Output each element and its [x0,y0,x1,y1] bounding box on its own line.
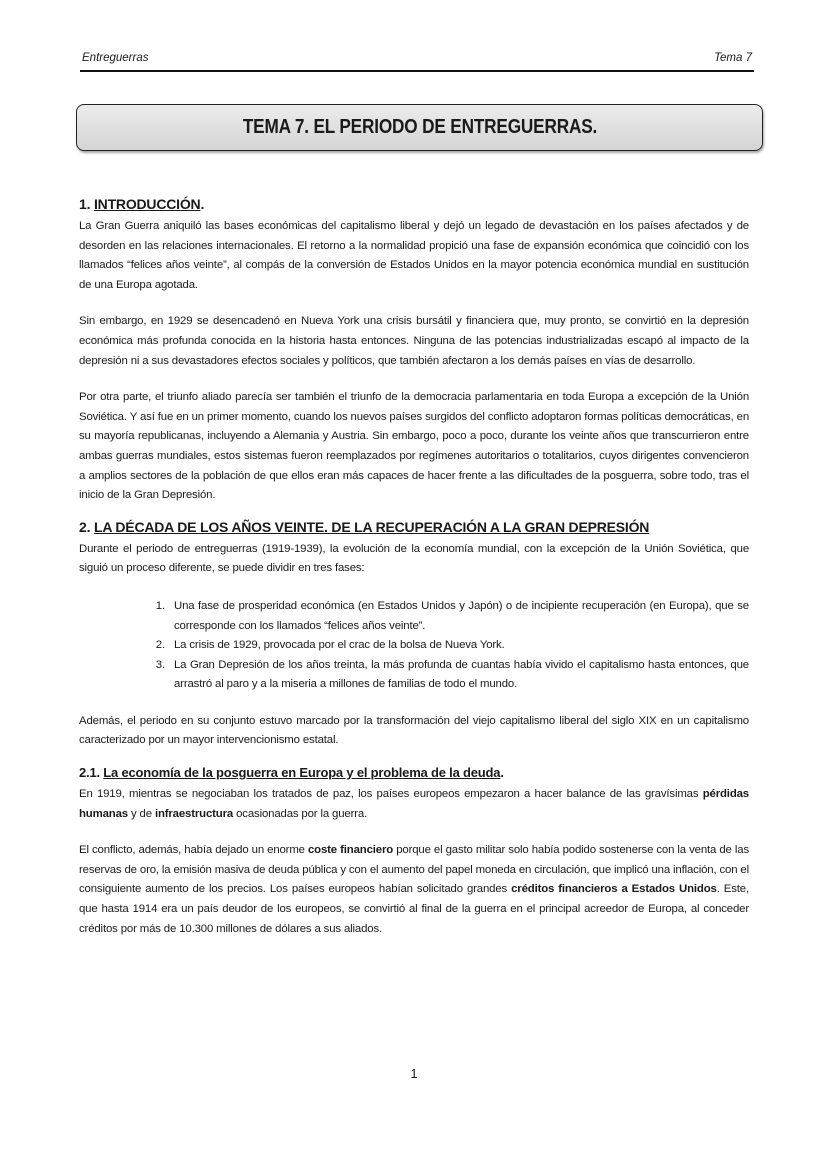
section-number: 1. [79,196,94,212]
document-body [79,193,749,956]
list-item: 1. Una fase de prosperidad económica (en Estados Unidos y Japón) o de incipiente recuperación (en Europa), que se corresponde con los llamados “felices años veinte”. [168,597,749,636]
section-2-heading [79,516,749,538]
phases-list [79,597,749,695]
paragraph [79,785,749,824]
text: porque el gasto militar solo había podido sostenerse con la venta de las reservas de oro, la emisión masiva de deuda pública y con el aumento del papel moneda en circulación, que implicó una inflación, con el consiguiente aumento de los precios. Los países europeos habían solicitado grandes [79,844,749,896]
title-box [76,104,763,151]
page-number: 1 [410,1066,418,1081]
text: El conflicto, además, había dejado un enorme [79,844,308,857]
section-dot: . [500,765,504,781]
header-left: Entreguerras [82,52,149,64]
bold-text: créditos financieros a Estados Unidos [511,883,717,896]
section-1-heading [79,193,749,215]
section-title: INTRODUCCIÓN [93,196,201,212]
text: y de [127,807,155,820]
bold-text: pérdidas humanas [79,788,749,820]
paragraph: Durante el periodo de entreguerras (1919-1939), la evolución de la economía mundial, con la excepción de la Unión Soviética, que siguió un proceso diferente, se puede dividir en tres fases: [79,542,749,575]
header-right: Tema 7 [714,52,752,64]
paragraph: Sin embargo, en 1929 se desencadenó en Nueva York una crisis bursátil y financiera que, muy pronto, se convirtió en la depresión económica más profunda conocida en la historia hasta entonces. Ninguna de las potencias industrializadas escapó al impacto de la depresión ni a sus devastadores efectos sociales y políticos, que también afectaron a los demás países en vías de desarrollo. [79,315,749,367]
paragraph: Además, el periodo en su conjunto estuvo marcado por la transformación del viejo capitalismo liberal del siglo XIX en un capitalismo caracterizado por un mayor intervencionismo estatal. [79,714,749,747]
text: ocasionadas por la guerra. [233,807,368,820]
section-2-1-heading [79,763,749,783]
section-title: LA DÉCADA DE LOS AÑOS VEINTE. DE LA RECUPERACIÓN A LA GRAN DEPRESIÓN [93,518,650,535]
paragraph [79,841,749,939]
bold-text: coste financiero [307,844,394,857]
document-title: TEMA 7. EL PERIODO DE ENTREGUERRAS. [242,116,597,138]
page-header [80,50,754,72]
paragraph: Por otra parte, el triunfo aliado parecía ser también el triunfo de la democracia parlamentaria en toda Europa a excepción de la Unión Soviética. Y así fue en un primer momento, cuando los nuevos países surgidos del conflicto adoptaron formas políticas democráticas, en su mayoría republicanas, incluyendo a Alemania y Austria. Sin embargo, poco a poco, durante los veinte años que transcurrieron entre ambas guerras mundiales, estos sistemas fueron reemplazados por regímenes autoritarios o totalitarios, cuyos dirigentes convencieron a amplios sectores de la población de que ellos eran más capaces de hacer frente a las dificultades de la posguerra, sobre todo, tras el inicio de la Gran Depresión. [79,391,749,502]
section-title: La economía de la posguerra en Europa y el problema de la deuda [103,765,501,781]
text: . Este, que hasta 1914 era un país deudor de los europeos, se convirtió al final de la guerra en el principal acreedor de Europa, al conceder créditos por más de 10.300 millones de dólares a sus aliados. [79,883,749,935]
list-item: 3. La Gran Depresión de los años treinta, la más profunda de cuantas había vivido el capitalismo hasta entonces, que arrastró al paro y a la miseria a millones de familias de todo el mundo. [168,656,749,695]
paragraph: La Gran Guerra aniquiló las bases económicas del capitalismo liberal y dejó un legado de devastación en los países afectados y de desorden en las relaciones internacionales. El retorno a la normalidad propició una fase de expansión económica que coincidió con los llamados “felices años veinte”, al compás de la conversión de Estados Unidos en la mayor potencia económica mundial en sustitución de una Europa agotada. [79,220,749,291]
bold-text: infraestructura [154,807,234,820]
section-number: 2.1. [79,765,104,781]
list-item: 2. La crisis de 1929, provocada por el crac de la bolsa de Nueva York. [168,636,749,656]
section-number: 2. [79,518,94,535]
text: En 1919, mientras se negociaban los tratados de paz, los países europeos empezaron a hacer balance de las gravísimas [79,788,703,801]
section-dot: . [200,196,205,212]
